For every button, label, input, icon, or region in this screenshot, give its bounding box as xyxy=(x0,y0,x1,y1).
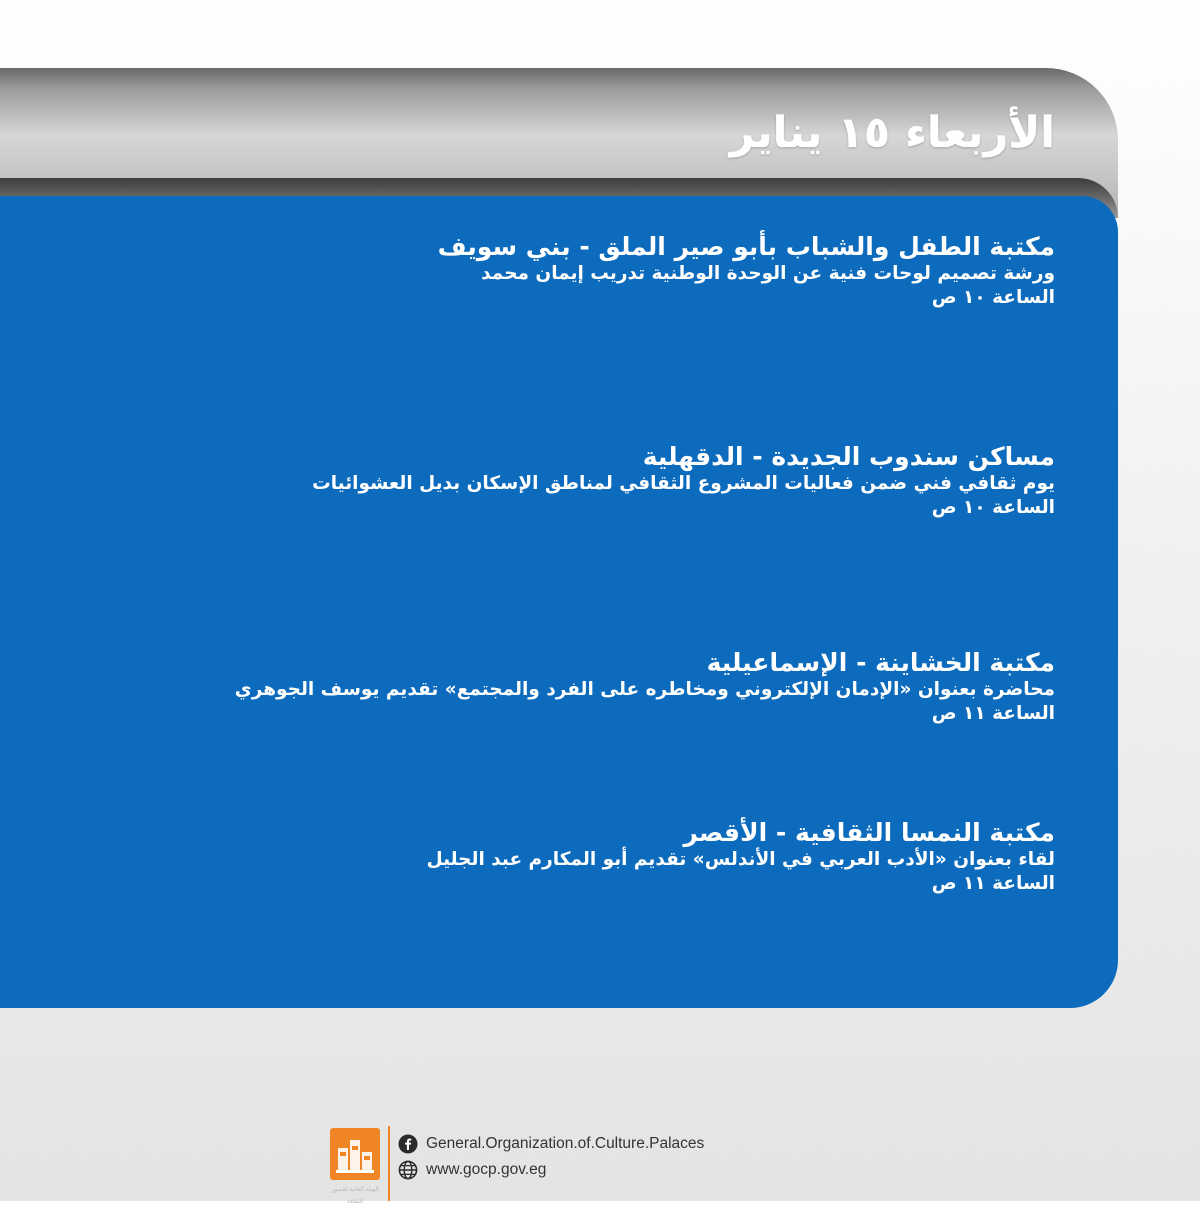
event-item xyxy=(312,442,1055,520)
page-title: الأربعاء ١٥ يناير xyxy=(729,108,1055,158)
event-title: مكتبة الخشاينة - الإسماعيلية xyxy=(706,648,1055,677)
logo-text: الهيئة العامة لقصور الثقافة xyxy=(331,1186,379,1205)
event-time: الساعة ١١ ص xyxy=(931,703,1055,724)
footer-divider xyxy=(388,1126,390,1201)
event-description: ورشة تصميم لوحات فنية عن الوحدة الوطنية تدريب إيمان محمد xyxy=(481,263,1055,284)
globe-icon xyxy=(398,1160,418,1180)
facebook-page-link[interactable]: General.Organization.of.Culture.Palaces xyxy=(426,1135,705,1152)
event-time: الساعة ١١ ص xyxy=(931,873,1055,894)
event-time: الساعة ١٠ ص xyxy=(931,287,1055,308)
event-title: مكتبة النمسا الثقافية - الأقصر xyxy=(683,818,1055,847)
facebook-icon xyxy=(398,1134,418,1154)
organization-logo xyxy=(330,1128,380,1180)
logo-mark-icon xyxy=(330,1128,380,1180)
event-item xyxy=(427,818,1055,896)
footer xyxy=(330,1126,770,1205)
event-item xyxy=(438,232,1055,310)
website-link[interactable]: www.gocp.gov.eg xyxy=(426,1161,547,1178)
facebook-row[interactable] xyxy=(398,1132,704,1156)
event-description: يوم ثقافي فني ضمن فعاليات المشروع الثقافي لمناطق الإسكان بديل العشوائيات xyxy=(312,473,1055,494)
event-item xyxy=(235,648,1055,726)
event-title: مساكن سندوب الجديدة - الدقهلية xyxy=(642,442,1055,471)
website-row[interactable] xyxy=(398,1158,546,1182)
event-description: محاضرة بعنوان «الإدمان الإلكتروني ومخاطره على الفرد والمجتمع» تقديم يوسف الجوهري xyxy=(234,679,1055,700)
event-title: مكتبة الطفل والشباب بأبو صير الملق - بني سويف xyxy=(437,232,1055,261)
event-description: لقاء بعنوان «الأدب العربي في الأندلس» تقديم أبو المكارم عبد الجليل xyxy=(426,849,1055,870)
event-time: الساعة ١٠ ص xyxy=(931,497,1055,518)
